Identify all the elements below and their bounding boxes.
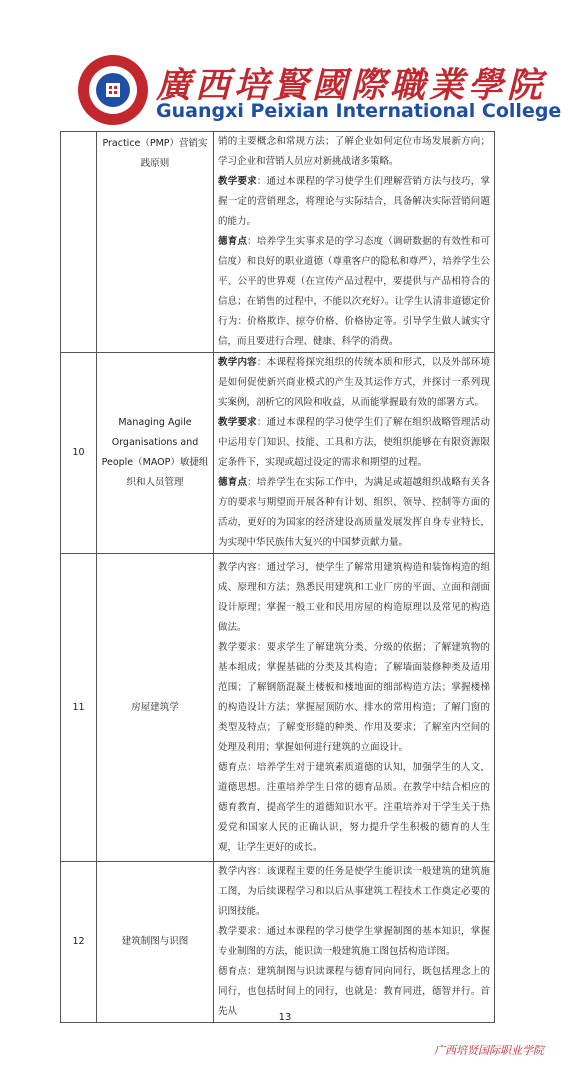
desc-text: ：本课程将探究组织的传统本质和形式，以及外部环境是如何促使新兴商业模式的产生及其运作方式，并探讨一系列现实案例，剖析它的风险和收益，从而能掌握最有效的部署方式。 (218, 357, 490, 408)
course-name: Managing Agile Organisations and People（MAOP）敏捷组织和人员管理 (97, 353, 214, 554)
desc-text: ：通过本课程的学习使学生们了解在组织战略管理活动中运用专门知识、技能、工具和方法，使组织能够在有限资源限定条件下，实现或超过设定的需求和期望的过程。 (218, 417, 490, 468)
course-description (214, 862, 495, 1023)
footer-brand-mark: 广西培贤国际职业学院 (434, 1044, 544, 1057)
desc-text: 教学要求：要求学生了解建筑分类、分级的依据；了解建筑物的基本组成；掌握基础的分类及其构造；了解墙面装修种类及适用范围；了解钢筋混凝土楼板和楼地面的细部构造方法；掌握楼梯的构造设计方法；掌握屋顶防水、排水的常用构造；了解门窗的类型及特点；了解变形缝的种类、作用及要求；了解室内空间的处理及利用；掌握如何进行建筑的立面设计。 (218, 641, 490, 753)
desc-label: 教学要求 (218, 417, 257, 428)
course-name: 建筑制图与识图 (97, 862, 214, 1023)
school-logo (78, 55, 148, 125)
course-description (214, 132, 495, 353)
desc-text: 德育点：培养学生对于建筑素质道德的认知，加强学生的人文，道德思想。注重培养学生日常的德育品质。在教学中结合相应的德育教育，提高学生的道德知识水平。注重培养对于学生关于热爱党和国家人民的正确认识，努力提升学生积极的德育的人生观，让学生更好的成长。 (218, 761, 490, 853)
table-row (61, 554, 495, 862)
desc-text: 教学内容：该课程主要的任务是使学生能识读一般建筑的建筑施工图，为后续课程学习和以后从事建筑工程技术工作奠定必要的识图技能。 (218, 866, 490, 917)
desc-text: ：培养学生在实际工作中，为满足或超越组织战略有关各方的要求与期望而开展各种有计划、组织、领导、控制等方面的活动，更好的为国家的经济建设高质量发展发挥自身专业特长，为实现中华民族伟大复兴的中国梦贡献力量。 (218, 477, 490, 548)
course-description (214, 353, 495, 554)
desc-text: 销的主要概念和常规方法；了解企业如何定位市场发展新方向；学习企业和营销人员应对新挑战诸多策略。 (218, 136, 490, 167)
logo-ring (78, 55, 148, 125)
desc-label: 教学要求 (218, 176, 257, 187)
table-row (61, 353, 495, 554)
desc-text: 教学内容：通过学习，使学生了解常用建筑构造和装饰构造的组成、原理和方法；熟悉民用建筑和工业厂房的平面、立面和剖面设计原理；掌握一般工业和民用房屋的构造原理以及常见的构造做法。 (218, 561, 490, 633)
row-number: 11 (61, 554, 97, 862)
row-number (61, 132, 97, 353)
row-number: 12 (61, 862, 97, 1023)
desc-text: 德育点：建筑制图与识读课程与德育同向同行，既包括理念上的同行，也包括时间上的同行，也就是：教育同进，德智并行。首先从 (218, 966, 490, 1017)
desc-text: 教学要求：通过本课程的学习使学生掌握制图的基本知识，掌握专业制图的方法，能识读一般建筑施工图包括构造详图。 (218, 926, 490, 957)
course-table (60, 131, 495, 1023)
school-name-en: Guangxi Peixian International College (156, 100, 562, 122)
table-row (61, 132, 495, 353)
page-header (0, 0, 570, 132)
desc-label: 教学内容 (218, 357, 257, 368)
course-description (214, 554, 495, 862)
desc-label: 德育点 (218, 236, 248, 247)
school-name-cn: 廣西培賢國際職業學院 (156, 65, 547, 106)
row-number: 10 (61, 353, 97, 554)
page-number: 13 (278, 1012, 292, 1023)
desc-text: ：培养学生实事求是的学习态度（调研数据的有效性和可信度）和良好的职业道德（尊重客户的隐私和尊严），培养学生公平、公平的世界观（在宣传产品过程中，要提供与产品相符合的信息；在销售的过程中，不能以次充好）。让学生认清非道德定价行为：价格欺诈、掠夺价格、价格协定等。引导学生做人诚实守信，而且要进行合理、健康、科学的消费。 (218, 236, 490, 347)
desc-label: 德育点 (218, 477, 248, 488)
desc-text: ：通过本课程的学习使学生们理解营销方法与技巧，掌握一定的营销理念，将理论与实际结合，具备解决实际营销问题的能力。 (218, 176, 490, 227)
course-name: 房屋建筑学 (97, 554, 214, 862)
course-name: Practice（PMP）营销实践原则 (97, 132, 214, 353)
table-row (61, 862, 495, 1023)
